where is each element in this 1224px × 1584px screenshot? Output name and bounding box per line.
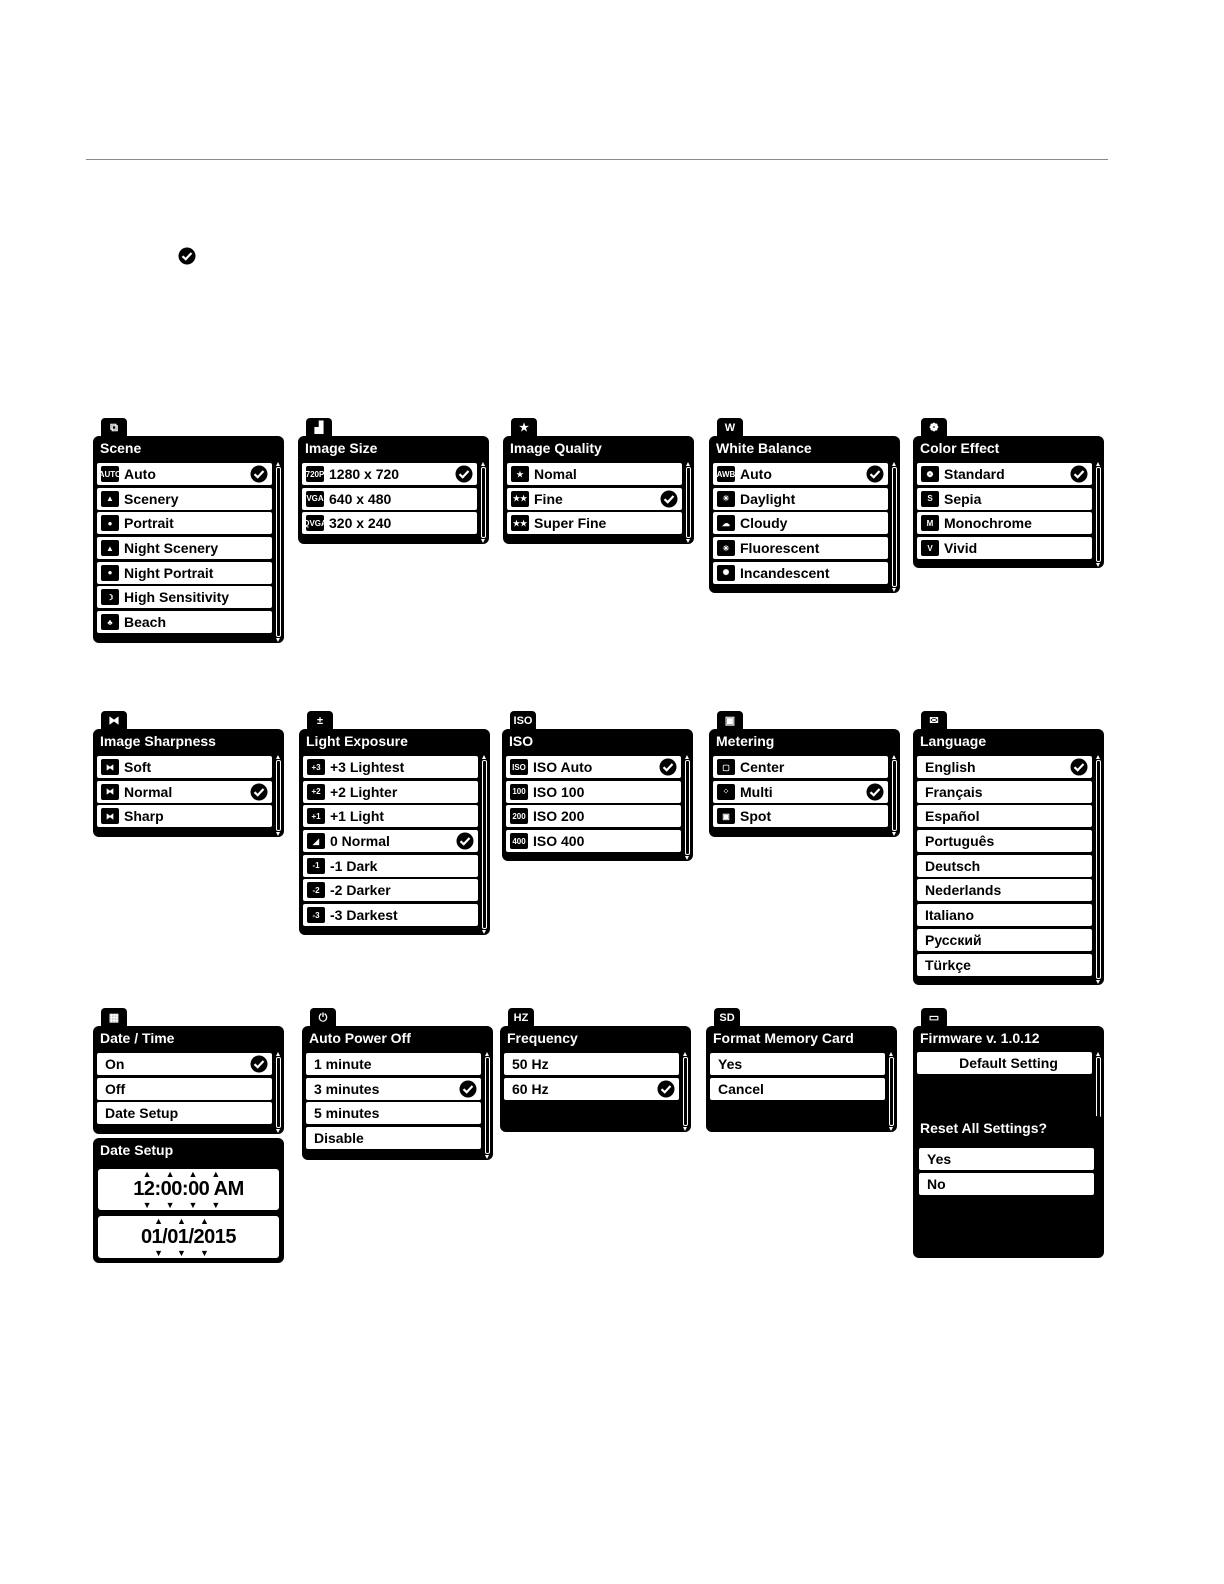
menu-item-label: Multi bbox=[740, 783, 773, 800]
menu-item-label: 640 x 480 bbox=[329, 490, 392, 507]
window-tab-icon: ▭ bbox=[921, 1008, 947, 1028]
menu-item[interactable] bbox=[917, 463, 1092, 485]
language-title: Language bbox=[920, 733, 987, 749]
scene-items bbox=[97, 463, 272, 636]
white-balance-menu bbox=[709, 418, 900, 593]
exposure-tab-icon: ± bbox=[307, 711, 333, 731]
metering-tab-icon: ▣ bbox=[717, 711, 743, 731]
menu-item[interactable] bbox=[303, 756, 478, 778]
menu-item[interactable] bbox=[97, 537, 272, 559]
image-quality-tab-icon: ★ bbox=[511, 418, 537, 438]
image-quality-panel-body bbox=[503, 436, 694, 544]
menu-item-label: -3 Darkest bbox=[330, 907, 398, 924]
datetime-tab-icon: ▦ bbox=[101, 1008, 127, 1028]
firmware-menu bbox=[913, 1008, 1104, 1128]
menu-item[interactable] bbox=[302, 463, 477, 485]
menu-item-label: Sepia bbox=[944, 490, 982, 507]
menu-item[interactable] bbox=[97, 586, 272, 608]
menu-item-label: Русский bbox=[925, 931, 982, 948]
format-card-items bbox=[710, 1053, 885, 1102]
exposure-menu bbox=[299, 711, 490, 935]
page-divider bbox=[86, 159, 1108, 160]
scrollbar[interactable] bbox=[485, 1057, 490, 1154]
scene-option-icon: ♣ bbox=[101, 614, 119, 630]
menu-item-label: Night Scenery bbox=[124, 540, 219, 557]
color-effect-option-icon: M bbox=[921, 515, 939, 531]
menu-item-label: Auto bbox=[740, 466, 772, 482]
menu-item[interactable] bbox=[97, 1053, 272, 1075]
scrollbar[interactable] bbox=[686, 467, 691, 538]
reset-panel-body bbox=[913, 1116, 1104, 1258]
checkmark-circle-icon bbox=[1070, 758, 1088, 776]
menu-item-label: Default Setting bbox=[959, 1055, 1058, 1071]
sd-card-tab-icon: SD bbox=[714, 1008, 740, 1028]
sharpness-title: Image Sharpness bbox=[100, 733, 216, 749]
metering-option-icon: ▣ bbox=[717, 808, 735, 824]
menu-item-label: ISO 100 bbox=[533, 783, 585, 800]
menu-item[interactable] bbox=[303, 805, 478, 827]
menu-item-label: English bbox=[925, 759, 976, 775]
reset-panel bbox=[913, 1116, 1104, 1258]
menu-item[interactable] bbox=[917, 929, 1092, 951]
iso-tab-icon: ISO bbox=[510, 711, 536, 731]
menu-item-label: No bbox=[927, 1175, 946, 1192]
color-effect-title: Color Effect bbox=[920, 440, 1000, 456]
menu-item-label: Sharp bbox=[124, 808, 164, 825]
scene-option-icon: ▲ bbox=[101, 540, 119, 556]
iso-menu bbox=[502, 711, 693, 861]
scrollbar[interactable] bbox=[1096, 467, 1101, 562]
iso-panel-body bbox=[502, 729, 693, 861]
scene-option-icon: ☽ bbox=[101, 589, 119, 605]
menu-item-label: 5 minutes bbox=[314, 1105, 380, 1122]
frequency-items bbox=[504, 1053, 679, 1102]
image-size-menu bbox=[298, 418, 489, 544]
datetime-title: Date / Time bbox=[100, 1030, 175, 1046]
menu-item-label: Vivid bbox=[944, 540, 978, 557]
sharpness-option-icon: ⧓ bbox=[101, 784, 119, 800]
auto-power-off-panel-body bbox=[302, 1026, 493, 1160]
color-effect-menu bbox=[913, 418, 1104, 568]
menu-item[interactable] bbox=[97, 1078, 272, 1100]
scrollbar[interactable] bbox=[1096, 1057, 1101, 1122]
white-balance-option-icon: ☁ bbox=[717, 515, 735, 531]
checkmark-circle-icon bbox=[1070, 465, 1088, 483]
menu-item[interactable] bbox=[713, 756, 888, 778]
sharpness-option-icon: ⧓ bbox=[101, 759, 119, 775]
scene-title: Scene bbox=[100, 440, 142, 456]
menu-item-label: -2 Darker bbox=[330, 882, 391, 899]
menu-item[interactable] bbox=[917, 756, 1092, 778]
menu-item-label: Yes bbox=[927, 1151, 952, 1167]
menu-item-label: Auto bbox=[124, 466, 156, 482]
menu-item-label: Normal bbox=[124, 783, 173, 800]
menu-item-label: Disable bbox=[314, 1130, 364, 1147]
menu-item-label: Scenery bbox=[124, 490, 179, 507]
scrollbar[interactable] bbox=[276, 1057, 281, 1128]
datetime-panel-body bbox=[93, 1026, 284, 1134]
checkmark-circle-icon bbox=[250, 783, 268, 801]
menu-item[interactable] bbox=[306, 1053, 481, 1075]
sharpness-option-icon: ⧓ bbox=[101, 808, 119, 824]
format-card-panel-body bbox=[706, 1026, 897, 1132]
image-quality-menu bbox=[503, 418, 694, 544]
iso-items bbox=[506, 756, 681, 855]
menu-item-label: Incandescent bbox=[740, 564, 830, 581]
white-balance-panel-body bbox=[709, 436, 900, 593]
time-up-arrows[interactable]: ▲▲▲▲ bbox=[142, 1169, 235, 1179]
white-balance-option-icon: ✺ bbox=[717, 565, 735, 581]
menu-item-label: Deutsch bbox=[925, 857, 981, 874]
metering-menu bbox=[709, 711, 900, 837]
exposure-items bbox=[303, 756, 478, 929]
menu-item[interactable] bbox=[713, 537, 888, 559]
scene-panel-body bbox=[93, 436, 284, 643]
firmware-title: Firmware v. 1.0.12 bbox=[920, 1030, 1040, 1046]
menu-item[interactable] bbox=[97, 611, 272, 633]
image-size-title: Image Size bbox=[305, 440, 378, 456]
auto-power-off-menu bbox=[302, 1008, 493, 1160]
menu-item-label: Center bbox=[740, 759, 785, 775]
white-balance-option-icon: ✳ bbox=[717, 540, 735, 556]
language-menu bbox=[913, 711, 1104, 985]
date-setup-panel bbox=[93, 1120, 284, 1263]
white-balance-tab-icon: W bbox=[717, 418, 743, 438]
menu-item-label: Standard bbox=[944, 466, 1005, 482]
image-size-items bbox=[302, 463, 477, 537]
menu-item-label: Português bbox=[925, 833, 995, 850]
scrollbar[interactable] bbox=[685, 760, 690, 855]
image-quality-items bbox=[507, 463, 682, 537]
image-size-panel-body bbox=[298, 436, 489, 544]
checkmark-circle-icon bbox=[455, 465, 473, 483]
sharpness-tab-icon: ⧓ bbox=[101, 711, 127, 731]
format-card-title: Format Memory Card bbox=[713, 1030, 854, 1046]
menu-item[interactable] bbox=[713, 781, 888, 803]
menu-item-label: 60 Hz bbox=[512, 1080, 549, 1097]
date-down-arrows[interactable]: ▼▼▼ bbox=[154, 1248, 223, 1258]
menu-item[interactable] bbox=[710, 1053, 885, 1075]
image-size-option-icon: VGA bbox=[306, 491, 324, 507]
color-effect-panel-body bbox=[913, 436, 1104, 568]
menu-item[interactable] bbox=[303, 830, 478, 852]
menu-item-label: Fine bbox=[534, 490, 563, 507]
menu-item-label: Beach bbox=[124, 614, 167, 631]
menu-item-label: ISO Auto bbox=[533, 759, 593, 775]
menu-item-label: ISO 200 bbox=[533, 808, 585, 825]
exposure-panel-body bbox=[299, 729, 490, 935]
menu-item[interactable] bbox=[506, 805, 681, 827]
menu-item[interactable] bbox=[506, 756, 681, 778]
menu-item-label: Spot bbox=[740, 808, 772, 825]
menu-item[interactable] bbox=[303, 855, 478, 877]
menu-item[interactable] bbox=[507, 512, 682, 534]
menu-item[interactable] bbox=[302, 512, 477, 534]
menu-item[interactable] bbox=[303, 781, 478, 803]
image-quality-option-icon: ★★ bbox=[511, 515, 529, 531]
exposure-title: Light Exposure bbox=[306, 733, 408, 749]
checkmark-circle-icon bbox=[657, 1080, 675, 1098]
scene-option-icon: ● bbox=[101, 565, 119, 581]
metering-option-icon: ⁘ bbox=[717, 784, 735, 800]
menu-item[interactable] bbox=[306, 1078, 481, 1100]
metering-option-icon: ▢ bbox=[717, 759, 735, 775]
menu-item[interactable] bbox=[917, 879, 1092, 901]
menu-item[interactable] bbox=[917, 855, 1092, 877]
frequency-title: Frequency bbox=[507, 1030, 578, 1046]
format-card-menu bbox=[706, 1008, 897, 1132]
white-balance-items bbox=[713, 463, 888, 586]
menu-item-label: Nomal bbox=[534, 466, 577, 482]
iso-option-icon: 100 bbox=[510, 784, 528, 800]
white-balance-title: White Balance bbox=[716, 440, 812, 456]
checkmark-circle-icon bbox=[178, 247, 196, 265]
menu-item-label: +3 Lightest bbox=[330, 759, 405, 775]
image-size-option-icon: 720P bbox=[306, 466, 324, 482]
menu-item[interactable] bbox=[97, 562, 272, 584]
image-quality-title: Image Quality bbox=[510, 440, 602, 456]
frequency-menu bbox=[500, 1008, 691, 1132]
metering-panel-body bbox=[709, 729, 900, 837]
time-field[interactable] bbox=[98, 1169, 279, 1210]
menu-item[interactable] bbox=[713, 488, 888, 510]
iso-option-icon: ISO bbox=[510, 759, 528, 775]
menu-item[interactable] bbox=[919, 1173, 1094, 1195]
menu-item[interactable] bbox=[97, 781, 272, 803]
menu-item[interactable] bbox=[713, 805, 888, 827]
menu-item[interactable] bbox=[97, 756, 272, 778]
iso-title: ISO bbox=[509, 733, 534, 749]
exposure-option-icon: +1 bbox=[307, 808, 325, 824]
menu-item[interactable] bbox=[917, 512, 1092, 534]
color-effect-items bbox=[917, 463, 1092, 562]
menu-item[interactable] bbox=[917, 537, 1092, 559]
menu-item[interactable] bbox=[506, 830, 681, 852]
menu-item-label: ISO 400 bbox=[533, 833, 585, 850]
checkmark-circle-icon bbox=[250, 465, 268, 483]
menu-item-label: Soft bbox=[124, 759, 152, 775]
menu-item[interactable] bbox=[97, 512, 272, 534]
menu-item-label: +1 Light bbox=[330, 808, 385, 825]
metering-items bbox=[713, 756, 888, 830]
white-balance-option-icon: AWB bbox=[717, 466, 735, 482]
menu-item-label: Cancel bbox=[718, 1080, 764, 1097]
exposure-option-icon: ◢ bbox=[307, 833, 325, 849]
checkmark-circle-icon bbox=[250, 1055, 268, 1073]
image-size-tab-icon: ▟ bbox=[306, 418, 332, 438]
frequency-tab-icon: HZ bbox=[508, 1008, 534, 1028]
menu-item-label: -1 Dark bbox=[330, 857, 378, 874]
scene-tab-icon: ⧉ bbox=[101, 418, 127, 438]
iso-option-icon: 200 bbox=[510, 808, 528, 824]
firmware-panel-body bbox=[913, 1026, 1104, 1128]
menu-item[interactable] bbox=[713, 562, 888, 584]
menu-item-label: 0 Normal bbox=[330, 833, 390, 850]
menu-item-label: Italiano bbox=[925, 907, 975, 924]
date-up-arrows[interactable]: ▲▲▲ bbox=[154, 1216, 223, 1226]
menu-item[interactable] bbox=[504, 1078, 679, 1100]
menu-item-label: +2 Lighter bbox=[330, 783, 398, 800]
menu-item-label: Super Fine bbox=[534, 515, 607, 532]
power-tab-icon: ⏻ bbox=[310, 1008, 336, 1028]
white-balance-option-icon: ☀ bbox=[717, 491, 735, 507]
scene-option-icon: ▲ bbox=[101, 491, 119, 507]
scrollbar[interactable] bbox=[889, 1057, 894, 1126]
scrollbar[interactable] bbox=[1096, 760, 1101, 979]
checkmark-circle-icon bbox=[456, 832, 474, 850]
checkmark-circle-icon bbox=[459, 1080, 477, 1098]
scene-menu bbox=[93, 418, 284, 643]
scrollbar[interactable] bbox=[481, 467, 486, 538]
menu-item-label: Portrait bbox=[124, 515, 174, 532]
language-panel-body bbox=[913, 729, 1104, 985]
menu-item[interactable] bbox=[302, 488, 477, 510]
checkmark-circle-icon bbox=[660, 490, 678, 508]
frequency-panel-body bbox=[500, 1026, 691, 1132]
reset-title: Reset All Settings? bbox=[920, 1120, 1048, 1136]
menu-item[interactable] bbox=[917, 781, 1092, 803]
menu-item-label: High Sensitivity bbox=[124, 589, 230, 606]
menu-item-label: 50 Hz bbox=[512, 1056, 549, 1072]
menu-item[interactable] bbox=[713, 463, 888, 485]
date-field[interactable] bbox=[98, 1216, 279, 1258]
menu-item-label: Off bbox=[105, 1080, 126, 1097]
menu-item[interactable] bbox=[504, 1053, 679, 1075]
date-setup-body bbox=[93, 1138, 284, 1263]
color-effect-option-icon: ❁ bbox=[921, 466, 939, 482]
menu-item[interactable] bbox=[507, 463, 682, 485]
checkmark-circle-icon bbox=[659, 758, 677, 776]
menu-item[interactable] bbox=[917, 904, 1092, 926]
color-effect-tab-icon: ❁ bbox=[921, 418, 947, 438]
metering-title: Metering bbox=[716, 733, 775, 749]
checkmark-circle-icon bbox=[866, 465, 884, 483]
menu-item-label: Nederlands bbox=[925, 882, 1002, 899]
scrollbar[interactable] bbox=[892, 467, 897, 587]
scene-option-icon: AUTO bbox=[101, 466, 119, 482]
menu-item-label: 3 minutes bbox=[314, 1080, 380, 1097]
image-size-option-icon: QVGA bbox=[306, 515, 324, 531]
menu-item[interactable] bbox=[306, 1102, 481, 1124]
scrollbar[interactable] bbox=[892, 760, 897, 831]
exposure-option-icon: +3 bbox=[307, 759, 325, 775]
reset-items bbox=[919, 1148, 1094, 1197]
sharpness-items bbox=[97, 756, 272, 830]
time-down-arrows[interactable]: ▼▼▼▼ bbox=[142, 1200, 235, 1210]
menu-item-label: Date Setup bbox=[105, 1105, 179, 1122]
menu-item[interactable] bbox=[303, 904, 478, 926]
scrollbar[interactable] bbox=[276, 760, 281, 831]
date-setup-title: Date Setup bbox=[100, 1142, 174, 1158]
firmware-items bbox=[917, 1052, 1092, 1077]
menu-item[interactable] bbox=[917, 488, 1092, 510]
datetime-menu bbox=[93, 1008, 284, 1134]
auto-power-off-items bbox=[306, 1053, 481, 1152]
menu-item[interactable] bbox=[506, 781, 681, 803]
menu-item[interactable] bbox=[917, 954, 1092, 976]
menu-item-label: Türkçe bbox=[925, 956, 971, 973]
time-value: 12:00:00 AM bbox=[133, 1178, 244, 1200]
menu-item-label: Night Portrait bbox=[124, 564, 214, 581]
menu-item[interactable] bbox=[303, 879, 478, 901]
menu-item-label: Français bbox=[925, 783, 983, 800]
color-effect-option-icon: S bbox=[921, 491, 939, 507]
exposure-option-icon: -3 bbox=[307, 907, 325, 923]
image-quality-option-icon: ★ bbox=[511, 466, 529, 482]
menu-item[interactable] bbox=[97, 805, 272, 827]
menu-item-label: Fluorescent bbox=[740, 540, 820, 557]
language-tab-icon: ✉ bbox=[921, 711, 947, 731]
menu-item[interactable] bbox=[713, 512, 888, 534]
menu-item-label: Español bbox=[925, 808, 980, 825]
menu-item[interactable] bbox=[917, 805, 1092, 827]
language-items bbox=[917, 756, 1092, 978]
exposure-option-icon: -1 bbox=[307, 858, 325, 874]
date-value: 01/01/2015 bbox=[140, 1225, 237, 1248]
menu-item[interactable] bbox=[97, 488, 272, 510]
menu-item-label: 1280 x 720 bbox=[329, 466, 400, 482]
menu-item-label: 1 minute bbox=[314, 1056, 372, 1072]
menu-item-label: 320 x 240 bbox=[329, 515, 392, 532]
checkmark-circle-icon bbox=[866, 783, 884, 801]
menu-item[interactable] bbox=[919, 1148, 1094, 1170]
menu-item-label: Daylight bbox=[740, 490, 796, 507]
menu-item[interactable] bbox=[97, 463, 272, 485]
sharpness-menu bbox=[93, 711, 284, 837]
auto-power-off-title: Auto Power Off bbox=[309, 1030, 411, 1046]
sharpness-panel-body bbox=[93, 729, 284, 837]
exposure-option-icon: -2 bbox=[307, 882, 325, 898]
menu-item[interactable] bbox=[306, 1127, 481, 1149]
color-effect-option-icon: V bbox=[921, 540, 939, 556]
menu-item-label: Monochrome bbox=[944, 515, 1032, 532]
scrollbar[interactable] bbox=[482, 760, 487, 929]
scene-option-icon: ● bbox=[101, 515, 119, 531]
scrollbar[interactable] bbox=[276, 467, 281, 637]
menu-item[interactable] bbox=[710, 1078, 885, 1100]
image-quality-option-icon: ★★ bbox=[511, 491, 529, 507]
menu-item[interactable] bbox=[507, 488, 682, 510]
menu-item[interactable] bbox=[917, 1052, 1092, 1074]
datetime-items bbox=[97, 1053, 272, 1127]
iso-option-icon: 400 bbox=[510, 833, 528, 849]
exposure-option-icon: +2 bbox=[307, 784, 325, 800]
menu-item[interactable] bbox=[917, 830, 1092, 852]
scrollbar[interactable] bbox=[683, 1057, 688, 1126]
menu-item-label: Cloudy bbox=[740, 515, 788, 532]
menu-item-label: Yes bbox=[718, 1056, 743, 1072]
menu-item-label: On bbox=[105, 1056, 125, 1072]
